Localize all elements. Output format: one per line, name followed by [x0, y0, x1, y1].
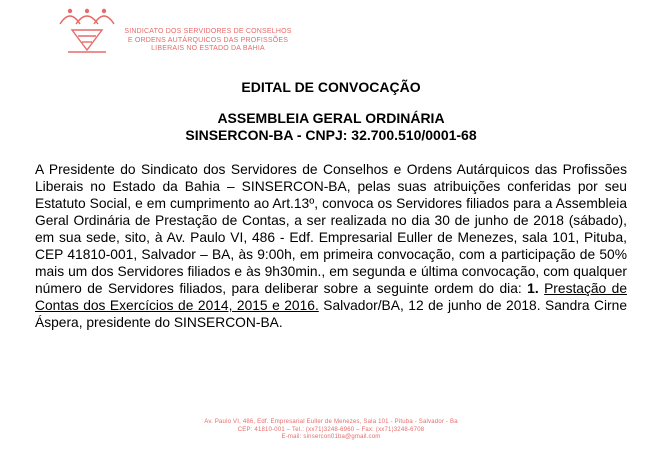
letterhead — [58, 2, 298, 58]
document-title: EDITAL DE CONVOCAÇÃO — [241, 79, 421, 95]
org-line-2: E ORDENS AUTÁRQUICOS DAS PROFISSÕES — [127, 36, 289, 44]
org-line-1: SINDICATO DOS SERVIDORES DE CONSELHOS — [124, 28, 292, 35]
assembly-heading: ASSEMBLEIA GERAL ORDINÁRIA — [217, 110, 445, 126]
agenda-item-text: Prestação de Contas dos Exercícios de 2014, 2015 e 2016. — [35, 281, 627, 313]
footer-email: E-mail: sinsercon01ba@gmail.com — [281, 434, 381, 440]
org-line-3: LIBERAIS NO ESTADO DA BAHIA — [151, 45, 265, 52]
footer-line-1: Av. Paulo VI, 486, Edf. Empresarial Euller de Menezes, Sala 101 - Pituba - Salvador - Ba — [204, 419, 458, 425]
footer-line-2: CEP: 41810-001 – Tel.: (xx71)3248-6960 – Fax: (xx71)3248-6708 — [237, 426, 425, 433]
sinsercon-logo-icon — [58, 2, 116, 56]
document-subtitle — [0, 110, 662, 144]
footer-address — [0, 419, 662, 442]
cnpj-heading: SINSERCON-BA - CNPJ: 32.700.510/0001-68 — [185, 127, 477, 143]
agenda-item-number: 1. — [527, 281, 539, 296]
body-part-1: A Presidente do Sindicato dos Servidores de Conselhos e Ordens Autárquicos das Profissões Liberais no Estado da Bahia – SINSERCON-BA, pelas suas atribuições conferidas por seu Estatuto Social, e em cumprimento ao Art.13º, convoca os Servidores filiados para a Assembleia Geral Ordinária de Prestação de Contas, a ser realizada no dia 30 de junho de 2018 (sábado), em sua sede, sito, à Av. Paulo VI, 486 - Edf. Empresarial Euller de Menezes, sala 101, Pituba, CEP 41810-001, Salvador – BA, às 9:00h, em primeira convocação, com a participação de 50% mais um dos Servidores filiados e às 9h30min., em segunda e última convocação, com qualquer número de Servidores filiados, para deliberar sobre a seguinte ordem do dia: — [35, 162, 627, 296]
organization-name — [120, 28, 296, 54]
body-part-2: Salvador/BA, 12 de junho de 2018. Sandra Cirne Áspera, presidente do SINSERCON-BA. — [35, 298, 627, 330]
convocation-text — [35, 161, 627, 331]
